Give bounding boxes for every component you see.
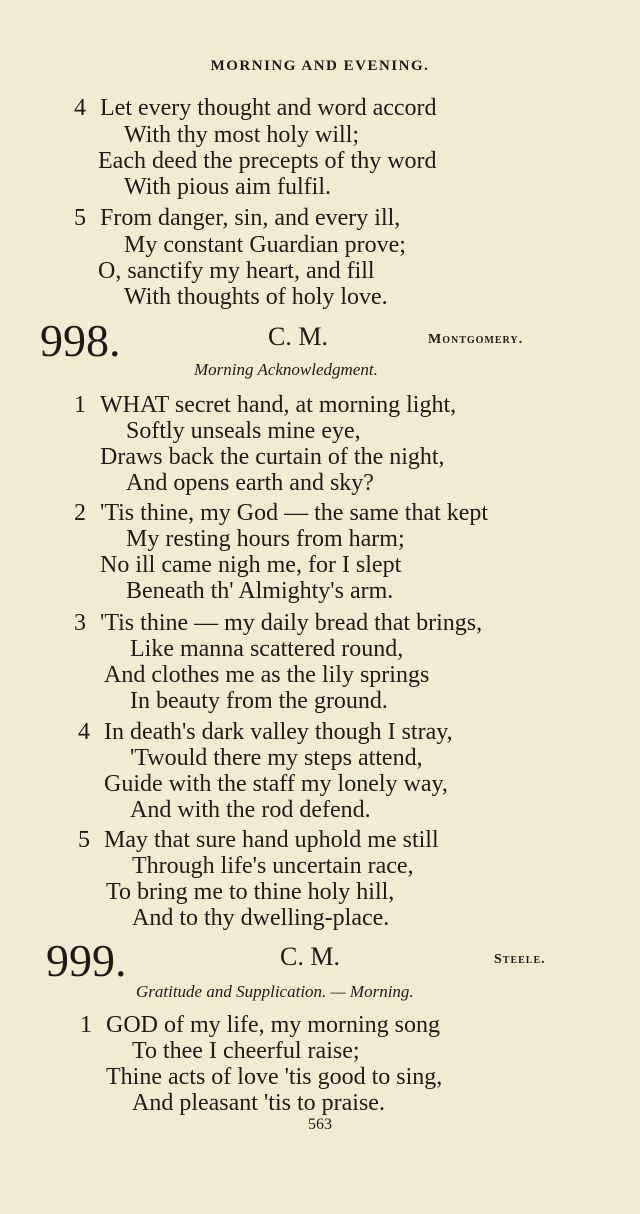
verse-line: To bring me to thine holy hill, — [106, 879, 395, 905]
verse-line: 'Twould there my steps attend, — [130, 745, 423, 771]
tune-name: Steele. — [494, 952, 546, 967]
verse-number: 1 — [74, 392, 86, 418]
verse-number: 3 — [74, 610, 86, 636]
verse-line: To thee I cheerful raise; — [132, 1038, 360, 1064]
hymn-meter: C. M. — [268, 322, 328, 351]
verse-line: GOD of my life, my morning song — [106, 1012, 440, 1038]
verse-line: Through life's uncertain race, — [132, 853, 414, 879]
verse-line: Guide with the staff my lonely way, — [104, 771, 448, 797]
verse-line: And to thy dwelling-place. — [132, 905, 390, 931]
verse-line: In death's dark valley though I stray, — [104, 719, 453, 745]
verse-line: My constant Guardian prove; — [124, 232, 406, 258]
verse-line: And opens earth and sky? — [126, 470, 374, 496]
verse-number: 2 — [74, 500, 86, 526]
verse-line: Draws back the curtain of the night, — [100, 444, 445, 470]
verse-line: And clothes me as the lily springs — [104, 662, 430, 688]
hymn-subtitle: Gratitude and Supplication. — Morning. — [136, 982, 414, 1001]
verse-line: WHAT secret hand, at morning light, — [100, 392, 457, 418]
verse-line: And with the rod defend. — [130, 797, 371, 823]
page-number: 563 — [308, 1116, 332, 1133]
hymn-meter: C. M. — [280, 942, 340, 971]
verse-line: My resting hours from harm; — [126, 526, 405, 552]
running-head: MORNING AND EVENING. — [210, 58, 430, 74]
verse-line: Softly unseals mine eye, — [126, 418, 361, 444]
verse-number: 5 — [74, 205, 86, 231]
verse-line: No ill came nigh me, for I slept — [100, 552, 402, 578]
verse-line: May that sure hand uphold me still — [104, 827, 439, 853]
verse-line: In beauty from the ground. — [130, 688, 388, 714]
verse-line: Beneath th' Almighty's arm. — [126, 578, 394, 604]
verse-line: From danger, sin, and every ill, — [100, 205, 401, 231]
verse-line: Let every thought and word accord — [100, 95, 437, 121]
hymn-number: 999. — [46, 935, 127, 986]
verse-line: Each deed the precepts of thy word — [98, 148, 437, 174]
verse-line: 'Tis thine, my God — the same that kept — [100, 500, 489, 526]
verse-number: 4 — [78, 719, 90, 745]
verse-number: 1 — [80, 1012, 92, 1038]
verse-line: With pious aim fulfil. — [124, 174, 332, 200]
verse-line: With thoughts of holy love. — [124, 284, 388, 310]
verse-line: Thine acts of love 'tis good to sing, — [106, 1064, 443, 1090]
verse-number: 4 — [74, 95, 86, 121]
hymn-subtitle: Morning Acknowledgment. — [194, 360, 378, 379]
verse-line: Like manna scattered round, — [130, 636, 404, 662]
verse-line: And pleasant 'tis to praise. — [132, 1090, 385, 1116]
verse-number: 5 — [78, 827, 90, 853]
tune-name: Montgomery. — [428, 332, 524, 347]
hymn-number: 998. — [40, 315, 121, 366]
verse-line: 'Tis thine — my daily bread that brings, — [100, 610, 483, 636]
verse-line: With thy most holy will; — [124, 122, 360, 148]
verse-line: O, sanctify my heart, and fill — [98, 258, 375, 284]
